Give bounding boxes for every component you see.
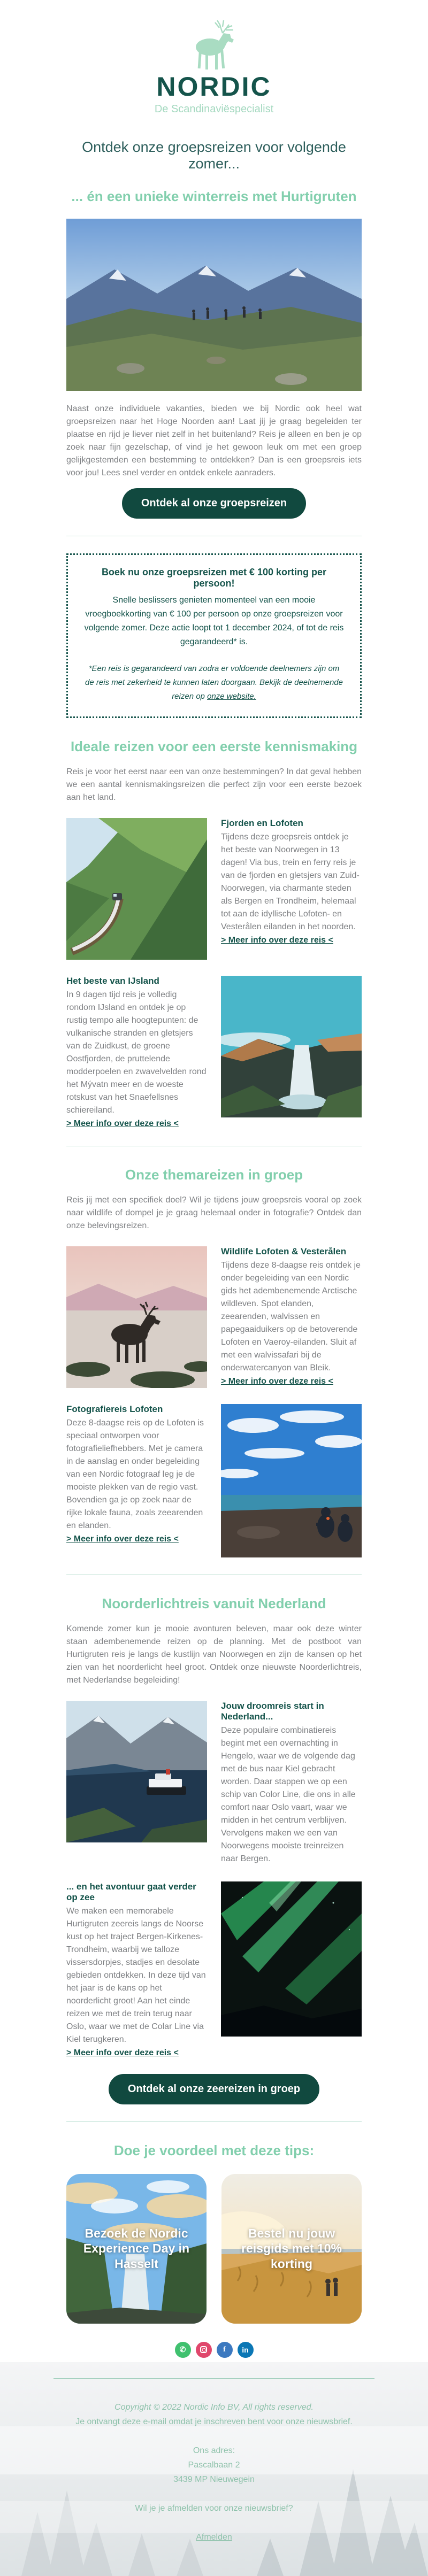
subscribe-note: Je ontvangt deze e-mail omdat je inschreven bent voor onze nieuwsbrief. [75,2417,353,2426]
trip-row-fjorden-lofoten [66,818,362,960]
page-subtitle: ... én een unieke winterreis met Hurtigruten [71,188,357,204]
footer-divider [54,2378,374,2379]
trip-row-droomreis [66,1701,362,1865]
trip-body: We maken een memorabele Hurtigruten zeereis langs de Noorse kust op het traject Bergen-Kirkenes-Trondheim, waarbij we talloze vissersdorpjes, stadjes en desolate gebieden ontdekken. In deze tijd van het jaar is de kans op het noorderlicht groot! Aan het einde reizen we met de trein terug naar Oslo, waar we met de Colar Line via Kiel terugkeren. [66,1906,206,2044]
trip-more-info-link[interactable]: > Meer info over deze reis < [221,1376,333,1386]
promo-box [66,553,362,718]
trip-body: Tijdens deze groepsreis ontdek je het beste van Noorwegen in 13 dagen! Via bus, trein en ferry reis je van de fjorden en gletsjers van Zuid-Noorwegen, via charmante steden als Bergen en Trondheim, helemaal tot aan de idyllische Lofoten- en Vesterålen eilanden in het noorden. [221,832,360,931]
instagram-camera-glyph [200,2346,207,2353]
trip-more-info-link[interactable]: > Meer info over deze reis < [66,1534,179,1544]
page-title: Ontdek onze groepsreizen voor volgende zomer... [82,138,346,172]
trip-title: Fotografiereis Lofoten [66,1403,163,1414]
trip-more-info-link[interactable]: > Meer info over deze reis < [66,1119,179,1128]
trip-image-col [221,1881,362,2058]
trip-image-moose-dusk [66,1246,207,1388]
tips-heading: Doe je voordeel met deze tips: [113,2142,315,2158]
trip-more-info-link[interactable]: > Meer info over deze reis < [221,935,333,945]
trip-row-avontuur-zee [66,1881,362,2058]
copyright-text: Copyright © 2022 Nordic Info BV, All rights reserved. [114,2402,314,2412]
trip-row-wildlife [66,1246,362,1388]
promo-body: Snelle beslissers genieten momenteel van een mooie vroegboekkorting van € 100 per persoon op onze groepsreizen voor volgende zomer. Deze actie loopt tot 1 december 2024, of tot de reis gegarandeerd* is. [84,595,344,646]
tip-card-label: Bezoek de Nordic Experience Day in Hasselt [83,2226,190,2271]
address-line1: Pascalbaan 2 [188,2460,240,2470]
social-icons [66,2342,362,2358]
tip-cards [66,2174,362,2324]
logo [54,16,374,115]
promo-title: Boek nu onze groepsreizen met € 100 korting per persoon! [101,566,327,589]
trip-more-info-link[interactable]: > Meer info over deze reis < [66,2048,179,2057]
address-label: Ons adres: [193,2446,235,2455]
trip-title: Het beste van IJsland [66,975,159,986]
facebook-icon[interactable]: f [217,2342,233,2358]
unsubscribe-question: Wil je je afmelden voor onze nieuwsbrief? [135,2503,293,2513]
trip-image-photographers-beach [221,1404,362,1557]
unsubscribe-link[interactable]: Afmelden [196,2532,232,2542]
groepsreizen-cta-button[interactable]: Ontdek al onze groepsreizen [122,488,306,519]
tip-card-label: Bestel nu jouw reisgids met 10% korting [241,2226,342,2271]
address-line2: 3439 MP Nieuwegein [173,2474,255,2484]
promo-footnote [84,662,344,704]
trip-text-col [221,818,362,960]
brand-tagline: De Scandinaviëspecialist [154,103,274,115]
brand-name: NORDIC [156,72,272,102]
trip-text-col [221,1701,362,1865]
trip-body: Deze populaire combinatiereis begint met een overnachting in Hengelo, waar we de volgende dag met de bus naar Kiel gebracht worden. Daar stappen we op een schip van Color Line, die ons in alle comfort naar Oslo vaart, waar we midden in het centrum verblijven. Vervolgens maken we een van Noorwegens mooiste treinreizen naar Bergen. [221,1725,356,1863]
trip-image-col [66,1246,207,1388]
hero-image-mountain-hikers [66,219,362,391]
intro-paragraph: Naast onze individuele vakanties, bieden we bij Nordic ook heel wat groepsreizen naar het Hoge Noorden aan! Laat jij je graag begeleiden ter plaatse en rijd je liever niet zelf in het buitenland? Reis je alleen en ben je op zoek naar fijn gezelschap, of vind je het gewoon leuk om met een groep gelijkgestemden een bestemming te ontdekken? Dan is een groepsreis iets voor jou! Lees snel verder en ontdek enkele aanraders. [66,404,362,477]
trip-image-northern-lights [221,1881,362,2037]
trip-row-fotografie [66,1404,362,1557]
trip-text-col [221,1246,362,1388]
section-intro-noorderlicht: Komende zomer kun je mooie avonturen beleven, maar ook deze winter staan adembenemende reizen op de planning. Met de postboot van Hurtigruten reis je langs de kustlijn van Noorwegen en zijn de kansen op het zien van het noorderlicht heel groot. Ontdek onze nieuwste Noorderlichtreis, met Nederlandse begeleiding! [66,1624,362,1685]
trip-image-col [221,1404,362,1557]
footer [0,2362,428,2576]
trip-body: Tijdens deze 8-daagse reis ontdek je onder begeleiding van een Nordic gids het adembenemende Arctische wildleven. Spot elanden, zeearenden, walvissen en papegaaiduikers op de betoverende Lofoten en Vaeroy-eilanden. Sluit af met een walvissafari bij de onderwatercanyon van Bleik. [221,1260,361,1372]
trip-image-col [221,976,362,1129]
instagram-icon[interactable] [196,2342,212,2358]
trip-title: Fjorden en Lofoten [221,817,303,828]
section-intro-kennismaking: Reis je voor het eerst naar een van onze bestemmingen? In dat geval hebben we een aantal kennismakingsreizen die perfect zijn voor een eerste bezoek aan het land. [66,767,362,802]
trip-text-col [66,1404,207,1557]
trip-image-col [66,818,207,960]
tip-card-reisgids[interactable] [221,2174,362,2324]
website-link[interactable]: onze website. [207,691,256,701]
promo-footnote-text: *Een reis is gegarandeerd van zodra er voldoende deelnemers zijn om de reis met zekerheid te kunnen laten doorgaan. Bekijk de deelnemende reizen op [85,664,343,701]
trip-text-col [66,976,207,1129]
trip-body: Deze 8-daagse reis op de Lofoten is speciaal ontworpen voor fotografieliefhebbers. Met je camera in de aanslag en onder begeleiding van een Nordic fotograaf leg je de mooiste plekken van de regio vast. Bovendien ga je op zoek naar de rijke lokale fauna, zoals zeearenden en elanden. [66,1418,204,1530]
footer-content [54,2362,374,2544]
section-heading-kennismaking: Ideale reizen voor een eerste kennismaking [70,738,358,754]
section-heading-noorderlicht: Noorderlichtreis vanuit Nederland [102,1595,326,1611]
trip-image-col [66,1701,207,1865]
whatsapp-icon[interactable]: ✆ [175,2342,191,2358]
trip-image-fjord-ship [66,1701,207,1842]
trip-title: ... en het avontuur gaat verder op zee [66,1881,196,1902]
tip-card-experience-day[interactable] [66,2174,207,2324]
trip-text-col [66,1881,207,2058]
trip-title: Jouw droomreis start in Nederland... [221,1700,324,1722]
moose-logo-icon [182,19,246,73]
trip-body: In 9 dagen tijd reis je volledig rondom IJsland en ontdek je op rustig tempo alle hoogtepunten: de vulkanische stranden en gletsjers van de Zuidkust, de groene Oostfjorden, de pruttelende modderpoelen en zwavelvelden rond het Mývatn meer en de woeste rotskust van het Snaefellsnes schiereiland. [66,990,207,1115]
trip-image-iceland-waterfall [221,976,362,1117]
section-intro-themareizen: Reis jij met een specifiek doel? Wil je tijdens jouw groepsreis vooral op zoek naar wildlife of dompel je je graag helemaal onder in fotografie? Ontdek dan onze belevingsreizen. [66,1195,362,1230]
trip-image-train-fjord [66,818,207,960]
trip-row-ijsland [66,976,362,1129]
linkedin-icon[interactable]: in [238,2342,254,2358]
zeereizen-cta-button[interactable]: Ontdek al onze zeereizen in groep [109,2074,319,2104]
email-body [54,0,374,2358]
section-heading-themareizen: Onze themareizen in groep [125,1166,303,1183]
trip-title: Wildlife Lofoten & Vesterålen [221,1246,347,1256]
